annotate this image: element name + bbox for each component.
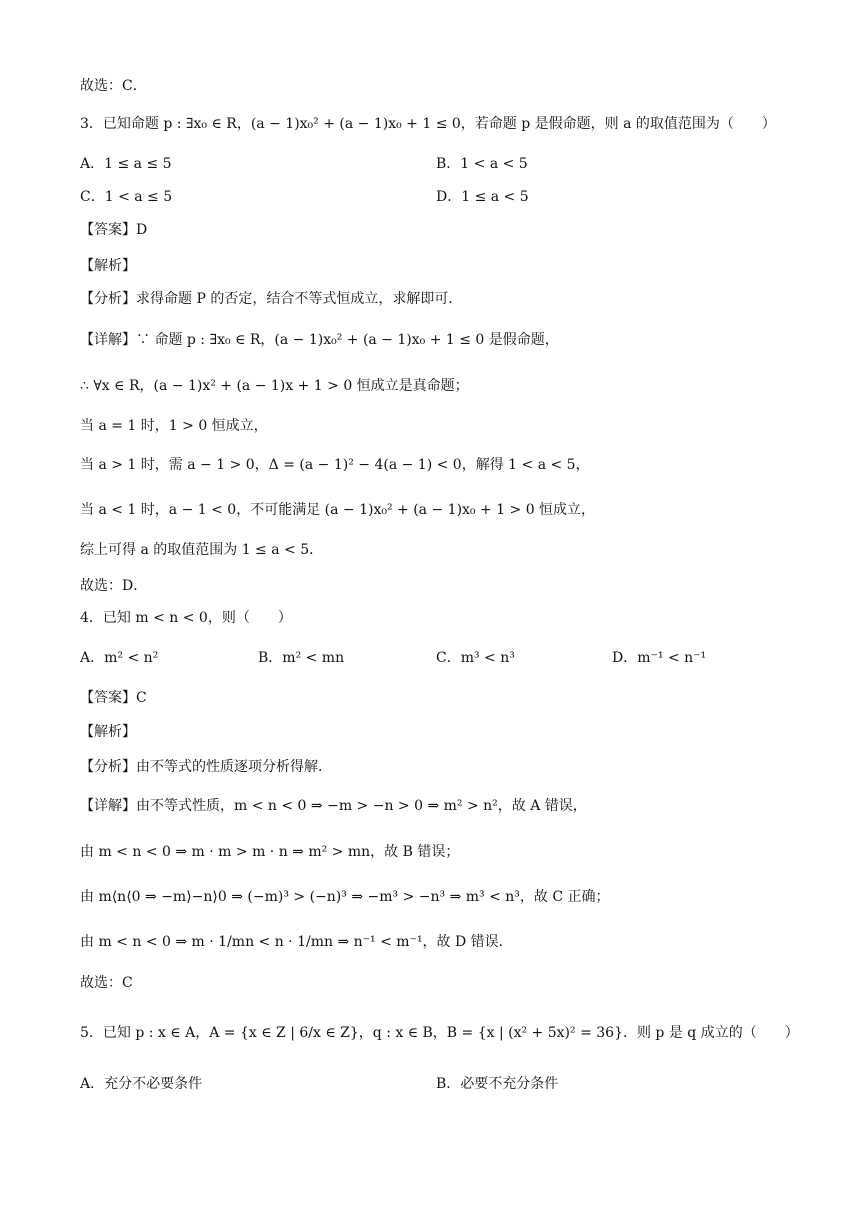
option-q5b: B．必要不充分条件 <box>436 1076 559 1092</box>
text-line-l24: 故选：C <box>80 975 133 991</box>
option-q4b: B．m² < mn <box>258 650 345 666</box>
text-line-l18: 【解析】 <box>80 724 136 740</box>
option-q3d: D．1 ≤ a < 5 <box>436 189 529 205</box>
text-line-l13: 综上可得 a 的取值范围为 1 ≤ a < 5． <box>80 542 324 558</box>
text-line-l01: 故选：C． <box>80 78 147 94</box>
text-line-l07: 【分析】求得命题 P 的否定，结合不等式恒成立，求解即可． <box>80 291 463 307</box>
option-q5a: A．充分不必要条件 <box>80 1076 203 1092</box>
text-line-l15: 4．已知 m < n < 0，则（ ） <box>80 610 292 626</box>
option-q3c: C．1 < a ≤ 5 <box>80 189 173 205</box>
text-line-l12: 当 a < 1 时，a − 1 < 0，不可能满足 (a − 1)x₀² + (a − 1)x₀ + 1 > 0 恒成立， <box>80 502 596 518</box>
text-line-l06: 【解析】 <box>80 258 136 274</box>
text-line-l22: 由 m⟨n⟨0 ⇒ −m⟩−n⟩0 ⇒ (−m)³ > (−n)³ ⇒ −m³ > −n³ ⇒ m³ < n³，故 C 正确； <box>80 889 610 905</box>
option-q4d: D．m⁻¹ < n⁻¹ <box>612 650 707 666</box>
text-line-l14: 故选：D． <box>80 578 148 594</box>
text-line-l17: 【答案】C <box>80 690 147 706</box>
option-q3a: A．1 ≤ a ≤ 5 <box>80 156 172 172</box>
option-q3b: B．1 < a < 5 <box>436 156 528 172</box>
text-line-l08: 【详解】∵ 命题 p : ∃x₀ ∈ R，(a − 1)x₀² + (a − 1)x₀ + 1 ≤ 0 是假命题， <box>80 332 559 348</box>
text-line-l21: 由 m < n < 0 ⇒ m · m > m · n ⇒ m² > mn，故 B 错误； <box>80 844 460 860</box>
text-line-l02: 3．已知命题 p : ∃x₀ ∈ R，(a − 1)x₀² + (a − 1)x₀ + 1 ≤ 0，若命题 p 是假命题，则 a 的取值范围为（ ） <box>80 116 776 132</box>
option-q4a: A．m² < n² <box>80 650 159 666</box>
text-line-l23: 由 m < n < 0 ⇒ m · 1/mn < n · 1/mn ⇒ n⁻¹ < m⁻¹，故 D 错误． <box>80 934 513 950</box>
text-line-l05: 【答案】D <box>80 222 148 238</box>
text-line-l19: 【分析】由不等式的性质逐项分析得解． <box>80 759 332 775</box>
text-line-l25: 5．已知 p : x ∈ A，A = {x ∈ Z | 6/x ∈ Z}，q : x ∈ B，B = {x | (x² + 5x)² = 36}．则 p 是 q 成立的（ ） <box>80 1025 799 1041</box>
text-line-l11: 当 a > 1 时，需 a − 1 > 0，Δ = (a − 1)² − 4(a − 1) < 0，解得 1 < a < 5， <box>80 457 590 473</box>
text-line-l10: 当 a = 1 时，1 > 0 恒成立， <box>80 418 268 434</box>
text-line-l09: ∴ ∀x ∈ R，(a − 1)x² + (a − 1)x + 1 > 0 恒成立是真命题； <box>80 378 469 394</box>
option-q4c: C．m³ < n³ <box>436 650 515 666</box>
text-line-l20: 【详解】由不等式性质，m < n < 0 ⇒ −m > −n > 0 ⇒ m² > n²，故 A 错误， <box>80 798 587 814</box>
